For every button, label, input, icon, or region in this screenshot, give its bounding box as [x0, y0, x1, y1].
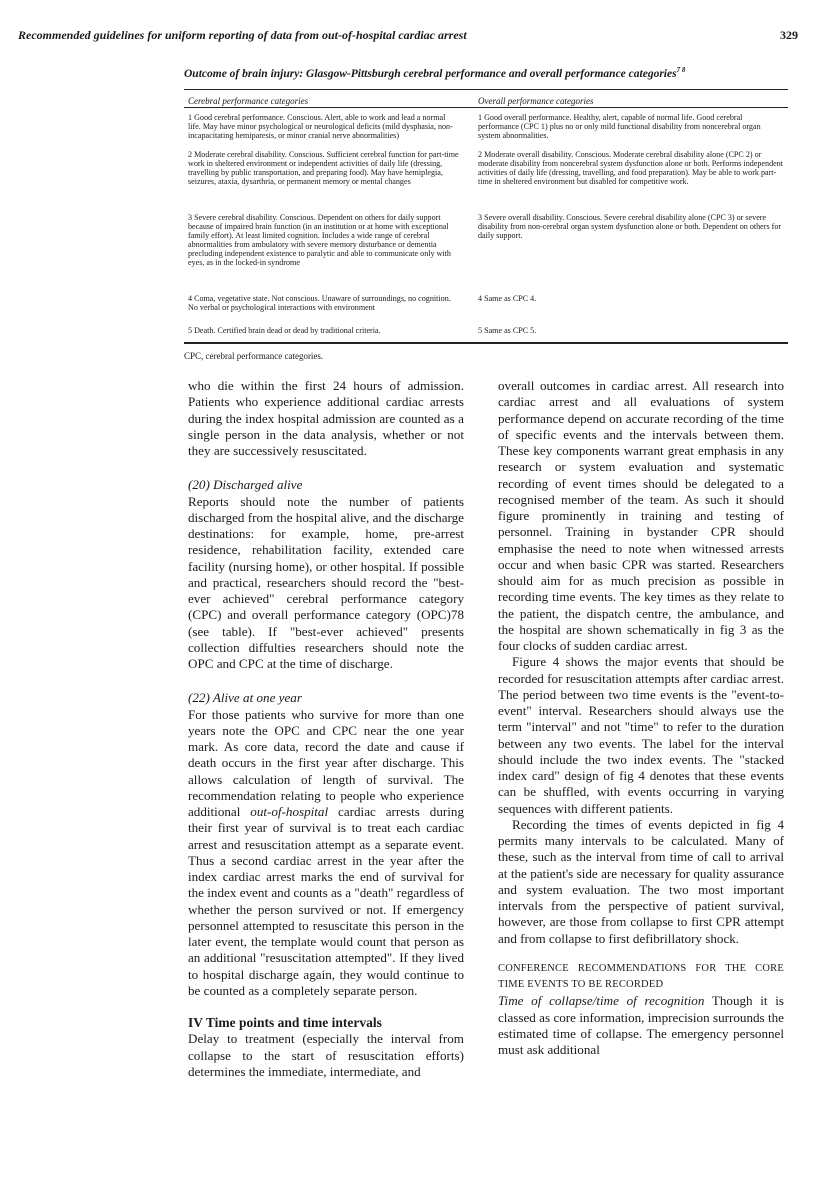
table-header-right: Overall performance categories	[478, 96, 594, 106]
table-bottom-rule	[184, 342, 788, 344]
table-header-left: Cerebral performance categories	[188, 96, 309, 106]
paragraph-recording-times: Recording the times of events depicted in fig 4 permits many intervals to be calculated. Many of these, such as the interval from time of call to arrival at the patient's side are necessary for quality assurance and system evaluation. The two most important intervals from the perspective of patient survival, however, are those from collapse to first CPR attempt and from collapse to first defibrillatory shock.	[498, 816, 784, 946]
table-cell-opc-1: 1 Good overall performance. Healthy, alert, capable of normal life. Good cerebral performance (CPC 1) plus no or only mild functional disability from noncerebral organ system abnormalities.	[478, 113, 761, 141]
table-cell-opc-3: 3 Severe overall disability. Conscious. Severe cerebral disability alone (CPC 3) or severe disability from non-cerebral organ system dysfunction alone or both. Dependent on others for daily support.	[478, 213, 782, 241]
running-head	[18, 28, 798, 43]
paragraph-overall-outcomes: overall outcomes in cardiac arrest. All research into cardiac arrest and all evaluations of system performance depend on accurate recording of the time of specific events and the intervals between them. These key components warrant great emphasis in any research or system evaluation and systematic recording of event times should be delegated to a recognised member of the team. As such it should figure prominently in training and testing of personnel. Training in bystander CPR should emphasise the need to note when witnessed arrests occur and when basic CPR was started. Researchers should aim for as much precision as possible in recording time events. The key times as they relate to the patient, the dispatch centre, the ambulance, and the hospital are shown schematically in fig 3 as the four clocks of sudden cardiac arrest.	[498, 378, 784, 653]
alive-one-year-emphasis: out-of-hospital	[250, 804, 329, 819]
table-cell-opc-5: 5 Same as CPC 5.	[478, 326, 537, 335]
conference-recommendations-heading: CONFERENCE RECOMMENDATIONS FOR THE CORE TIME EVENTS TO BE RECORDED	[498, 962, 784, 990]
subhead-alive-one-year: (22) Alive at one year	[188, 690, 302, 706]
table-header-rule	[184, 107, 788, 108]
table-cell-opc-4: 4 Same as CPC 4.	[478, 294, 537, 303]
paragraph-intro: who die within the first 24 hours of admission. Patients who experience additional cardiac arrests during the index hospital admission are counted as a single person in the data analysis, whether or not they are successively resuscitated.	[188, 378, 464, 458]
table-cell-cpc-4: 4 Coma, vegetative state. Not conscious. Unaware of surroundings, no cognition. No verbal or psychological interactions with environment	[188, 294, 451, 313]
time-of-collapse-heading: Time of collapse/time of recognition	[498, 993, 705, 1009]
table-caption-text: Outcome of brain injury: Glasgow-Pittsburgh cerebral performance and overall performance categories	[184, 67, 677, 80]
section-heading-time-points: IV Time points and time intervals	[188, 1015, 382, 1030]
table-footnote: CPC, cerebral performance categories.	[184, 351, 324, 361]
left-column	[188, 378, 464, 1080]
time-of-collapse-text: Though it is classed as core information, imprecision surrounds the estimated time of collapse. The emergency personnel must ask additional	[498, 993, 785, 1057]
paragraph-time-of-collapse	[498, 993, 784, 1058]
table-top-rule	[184, 89, 788, 90]
right-column	[498, 378, 784, 1058]
paragraph-discharged-alive	[188, 494, 464, 673]
paragraph-alive-one-year	[188, 707, 464, 1000]
paragraph-time-points: Delay to treatment (especially the interval from collapse to the start of resuscitation efforts) determines the immediate, intermediate, and	[188, 1031, 464, 1079]
alive-one-year-text-a: For those patients who survive for more than one years note the OPC and CPC near the one year mark. As core data, record the date and cause if death occurs in the first year after discharge. This allows calculation of length of survival. The recommendation relating to people who experience additional	[188, 706, 464, 819]
table-cell-cpc-3: 3 Severe cerebral disability. Conscious. Dependent on others for daily support because of impaired brain function (in an institution or at home with exceptional family effort). At least limited cognition. Includes a wide range of cerebral abnormalities from ambulatory with severe memory disturbance or dementia precluding independent existence to paralytic and able to communicate only with eyes, as in the locked-in syndrome	[188, 213, 451, 268]
table-cell-cpc-1: 1 Good cerebral performance. Conscious. Alert, able to work and lead a normal life. May have minor psychological or neurological deficits (mild dysphasia, non-incapacitating hemiparesis, or minor cranial nerve abnormalities)	[188, 113, 453, 141]
running-head-title: Recommended guidelines for uniform reporting of data from out-of-hospital cardiac arrest	[18, 28, 467, 42]
table-cell-opc-2: 2 Moderate overall disability. Conscious. Moderate cerebral disability alone (CPC 2) or moderate disability from noncerebral system dysfunction alone or both. Performs independent activities of daily life (dressing, travelling, and food preparation). May be able to work part-time in sheltered environment but disabled for competitive work.	[478, 150, 784, 187]
alive-one-year-text-b: cardiac arrests during their first year of survival is to treat each cardiac arrest and resuscitation attempt as a separate event. Thus a second cardiac arrest in the year after the index cardiac arrest marks the end of survival for the index event and counts as a "death" regardless of whether the person survived or not. If emergency personnel attempted to resuscitate this person in the later event, the template would count that person as an additional "resuscitation attempted". If they lived to hospital discharge again, they would continue to be counted as a completely separate person.	[188, 804, 464, 998]
table-caption	[184, 66, 784, 80]
page-number: 329	[780, 28, 798, 42]
table-cell-cpc-2: 2 Moderate cerebral disability. Conscious. Sufficient cerebral function for part-time work in sheltered environment or independent activities of daily life (dressing, travelling by public transportation, and preparing food). May have hemiplegia, seizures, ataxia, dysarthria, or permanent memory or mental changes	[188, 150, 459, 187]
table-caption-refs: 7 8	[676, 66, 686, 74]
subhead-discharged-alive: (20) Discharged alive	[188, 477, 303, 493]
table-cell-cpc-5: 5 Death. Certified brain dead or dead by traditional criteria.	[188, 326, 381, 335]
paragraph-figure-4: Figure 4 shows the major events that should be recorded for resuscitation attempts after cardiac arrest. The period between two time events is the "event-to-event" interval. Researchers should always use the term "interval" and not "time" to refer to the duration between any two events. The label for the interval should include the two index events. The "stacked index card" design of fig 4 denotes that these events can be shuffled, with events occurring in varying sequences with different patients.	[498, 654, 784, 816]
discharged-alive-text: Reports should note the number of patients discharged from the hospital alive, and the discharge destinations: for example, home, pre-arrest residence, rehabilitation facility, extended care facility (nursing home), or other hospital. If possible and practical, researchers should record the "best-ever achieved" cerebral performance category (CPC) and overall performance category (OPC)78 (see table). If "best-ever achieved" presents collection diffulties researchers should note the OPC and CPC at the time of discharge.	[188, 493, 464, 671]
